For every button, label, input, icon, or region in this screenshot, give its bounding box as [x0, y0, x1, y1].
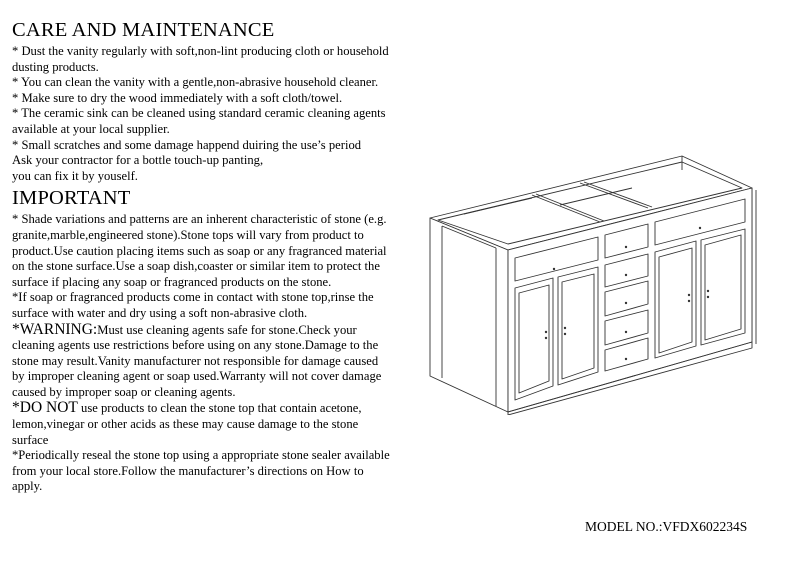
donot-text: use products to clean the stone top that contain acetone, lemon,vinegar or other acids as these may cause damage to the stone surface — [12, 401, 362, 447]
text-column — [12, 18, 392, 495]
warning-item — [12, 322, 392, 401]
important-item: *If soap or fragranced products come in contact with stone top,rinse the surface with water and dry using a soft non-abrasive cloth. — [12, 290, 374, 320]
care-item: * Make sure to dry the wood immediately with a soft cloth/towel. — [12, 90, 343, 105]
contractor-line: Ask your contractor for a bottle touch-up panting, — [12, 153, 264, 168]
model-value: VFDX602234S — [662, 519, 748, 534]
warning-text: Must use cleaning agents safe for stone.Check your cleaning agents use restrictions before using on any stone.Damage to the stone may result.Vanity manufacturer not responsible for damage caused by improper cleaning agent or soap used.Warranty will not cover damage caused by improper soap or cleaning agents. — [12, 322, 382, 399]
care-item: * Dust the vanity regularly with soft,non-lint producing cloth or household dusting products. — [12, 44, 389, 74]
vanity-cabinet-icon — [420, 150, 776, 415]
donot-item — [12, 400, 392, 448]
care-item: * Small scratches and some damage happend duiring the use’s period — [12, 137, 362, 152]
care-item: * You can clean the vanity with a gentle,non-abrasive household cleaner. — [12, 75, 379, 90]
care-heading: CARE AND MAINTENANCE — [12, 19, 275, 41]
donot-label: *DO NOT — [12, 399, 78, 417]
model-label: MODEL NO.: — [585, 519, 663, 534]
important-item: *Periodically reseal the stone top using a appropriate stone sealer available from your local store.Follow the manufacturer’s directions on How to apply. — [12, 448, 390, 494]
important-item: * Shade variations and patterns are an inherent characteristic of stone (e.g. granite,marble,engineered stone).Stone tops will vary from product to product.Use caution placing items such as soap or any fragranced material on the stone surface.Use a soap dish,coaster or similar item to protect the surface if placing any soap or fragranced products on the stone. — [12, 212, 387, 289]
important-heading: IMPORTANT — [12, 187, 131, 210]
model-number — [585, 519, 747, 535]
warning-label: *WARNING: — [12, 320, 98, 338]
care-item: * The ceramic sink can be cleaned using standard ceramic cleaning agents available at your local supplier. — [12, 106, 386, 136]
contractor-line: you can fix it by youself. — [12, 168, 138, 183]
